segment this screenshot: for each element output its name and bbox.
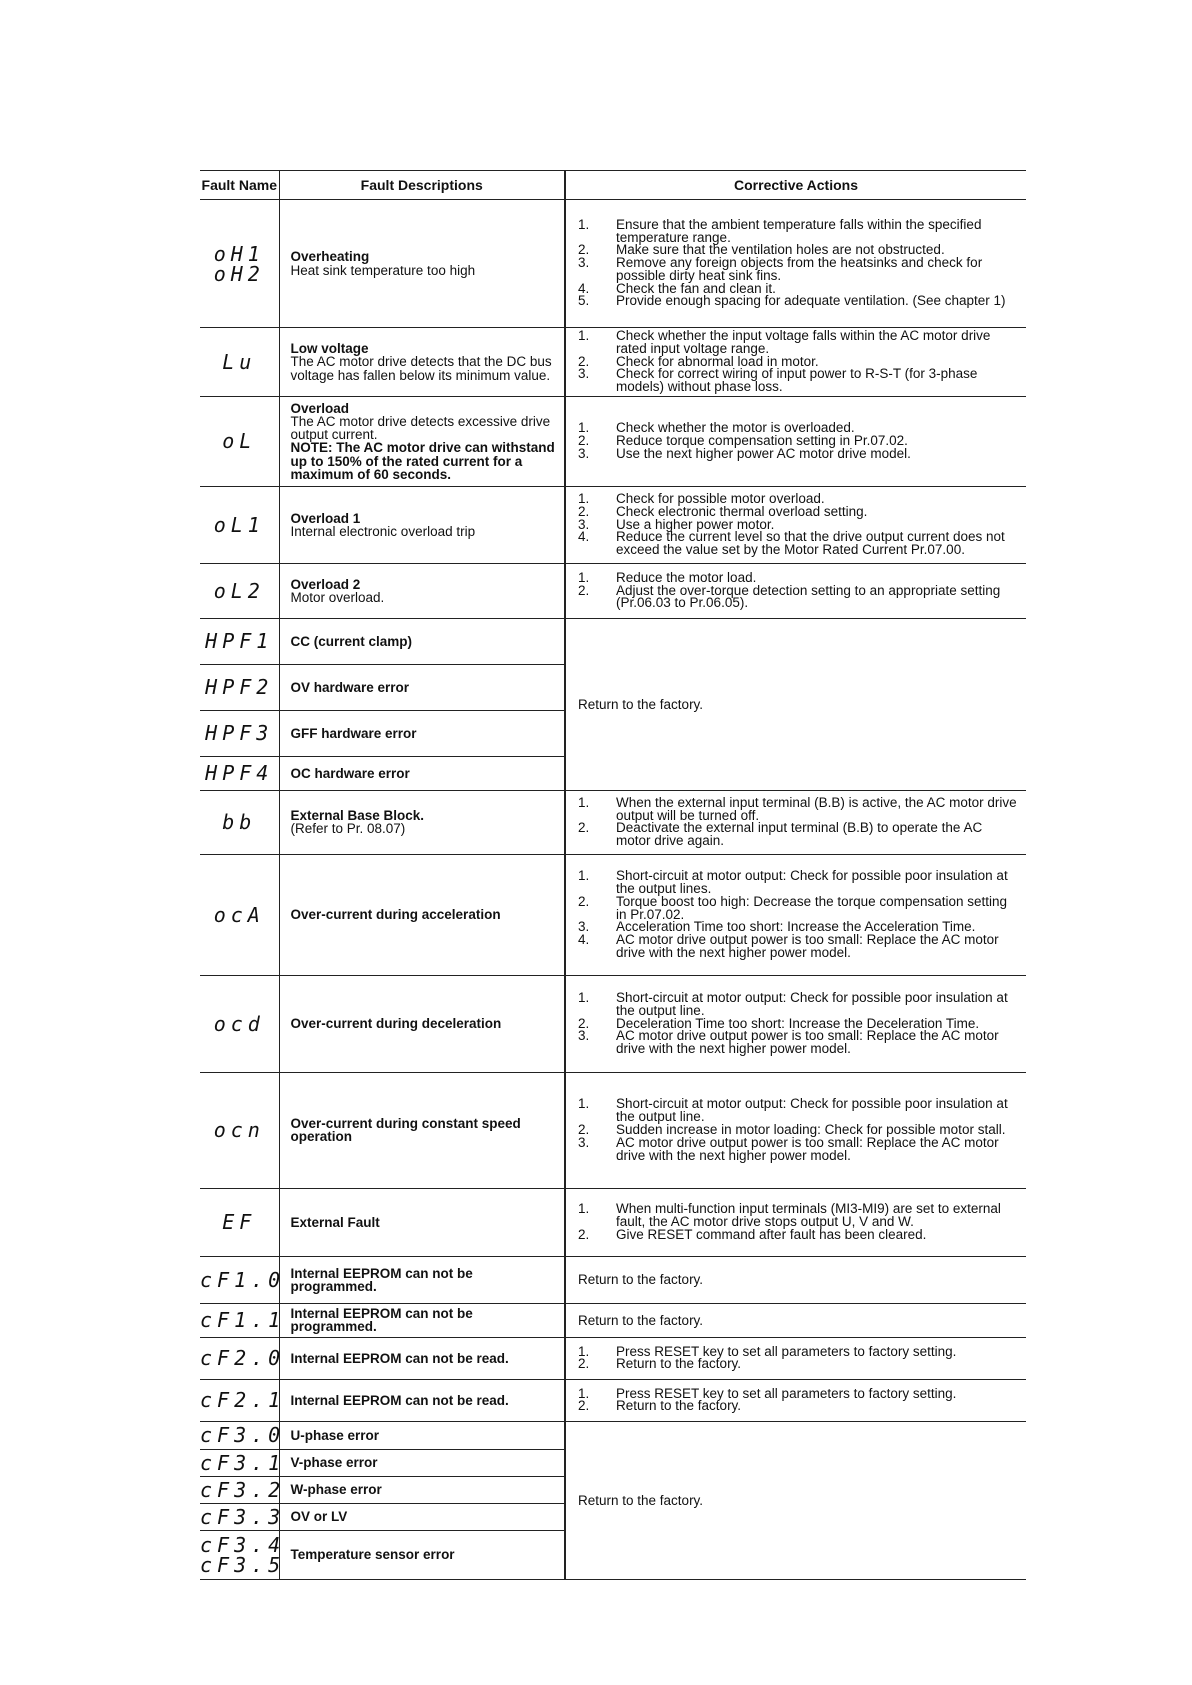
corrective-actions xyxy=(565,1303,1026,1337)
action-number: 3. xyxy=(578,1028,590,1044)
table-row xyxy=(200,1421,1026,1449)
fault-description xyxy=(279,664,565,710)
action-item xyxy=(578,1400,1018,1413)
action-text: Remove any foreign objects from the heatsinks and check for possible dirty heat sink fins. xyxy=(616,255,983,283)
fault-description xyxy=(279,1503,565,1530)
fault-code-text: oH2 xyxy=(213,261,265,286)
fault-title: OV hardware error xyxy=(290,679,410,695)
action-number: 3. xyxy=(578,516,590,532)
fault-code xyxy=(200,664,279,710)
fault-description xyxy=(279,1337,565,1379)
fault-code xyxy=(200,1421,286,1449)
fault-title: OV or LV xyxy=(290,1509,348,1525)
fault-description xyxy=(279,756,565,790)
fault-description xyxy=(279,396,565,486)
action-number: 1. xyxy=(578,490,590,506)
fault-title: Internal EEPROM can not be read. xyxy=(290,1350,509,1366)
action-text: Reduce the current level so that the drive output current does not exceed the value set by the Motor Rated Current Pr.07.00. xyxy=(616,529,1005,558)
action-text: Torque boost too high: Decrease the torque compensation setting in Pr.07.02. xyxy=(616,893,1007,922)
action-number: 2. xyxy=(578,820,590,836)
action-text: Return to the factory. xyxy=(578,1492,704,1508)
fault-code xyxy=(200,563,279,618)
fault-code-text: Lu xyxy=(222,349,257,374)
action-text: Ensure that the ambient temperature falls within the specified temperature range. xyxy=(616,216,982,245)
fault-code xyxy=(200,486,279,563)
fault-code xyxy=(200,1188,279,1256)
action-number: 2. xyxy=(578,582,590,598)
fault-code xyxy=(200,328,279,397)
action-item xyxy=(578,1030,1018,1056)
fault-code xyxy=(200,1449,286,1476)
action-text: Reduce torque compensation setting in Pr.07.02. xyxy=(616,433,908,449)
corrective-actions xyxy=(565,975,1026,1072)
fault-code xyxy=(200,756,279,790)
table-row xyxy=(200,1303,1026,1337)
fault-description xyxy=(279,1379,565,1421)
header-fault-name: Fault Name xyxy=(200,171,279,200)
action-item xyxy=(578,216,1018,245)
action-list xyxy=(566,868,1026,962)
action-text: Give RESET command after fault has been cleared. xyxy=(616,1226,927,1242)
fault-body: The AC motor drive detects excessive drive output current. xyxy=(290,414,551,443)
corrective-actions xyxy=(565,618,1026,790)
action-list xyxy=(566,795,1026,850)
action-text: Return to the factory. xyxy=(578,1312,704,1328)
fault-title: Overload xyxy=(290,400,350,416)
action-text: Deactivate the external input terminal (B.B) to operate the AC motor drive again. xyxy=(616,820,983,849)
fault-description xyxy=(279,328,565,397)
corrective-actions xyxy=(565,563,1026,618)
action-text: Return to the factory. xyxy=(578,1272,704,1288)
fault-code-text: cF1.1 xyxy=(200,1308,286,1333)
fault-code xyxy=(200,975,279,1072)
fault-title: OC hardware error xyxy=(290,765,410,781)
fault-code-text: HPF3 xyxy=(205,721,274,746)
corrective-actions xyxy=(565,1337,1026,1379)
fault-code-text: oL2 xyxy=(213,578,265,603)
action-list xyxy=(566,990,1026,1058)
table-row xyxy=(200,1188,1026,1256)
header-corrective-actions: Corrective Actions xyxy=(565,171,1026,200)
fault-code xyxy=(200,1503,286,1530)
fault-code-text: bb xyxy=(222,810,257,835)
action-text: Use a higher power motor. xyxy=(616,516,775,532)
action-number: 1. xyxy=(578,569,590,585)
fault-title: Internal EEPROM can not be programmed. xyxy=(290,1265,473,1294)
fault-description xyxy=(279,854,565,975)
action-number: 2. xyxy=(578,242,590,258)
action-number: 1. xyxy=(578,868,590,884)
fault-code xyxy=(200,1072,279,1188)
fault-description xyxy=(279,1530,565,1579)
fault-code xyxy=(200,1476,286,1503)
action-text: AC motor drive output power is too small: Replace the AC motor drive with the next higher power model. xyxy=(616,932,999,960)
action-number: 1. xyxy=(578,420,590,436)
fault-body: The AC motor drive detects that the DC bus voltage has fallen below its minimum value. xyxy=(290,354,552,383)
fault-code xyxy=(200,200,279,328)
corrective-actions xyxy=(565,1421,1026,1579)
table-row xyxy=(200,1337,1026,1379)
action-item xyxy=(578,1098,1018,1124)
action-text: AC motor drive output power is too small: Replace the AC motor drive with the next higher power model. xyxy=(616,1134,999,1163)
fault-description xyxy=(279,1303,565,1337)
action-item xyxy=(578,870,1018,896)
fault-description xyxy=(279,1072,565,1188)
action-text: When the external input terminal (B.B) is active, the AC motor drive output will be turned off. xyxy=(616,794,1017,823)
fault-description xyxy=(279,710,565,756)
fault-body: Internal electronic overload trip xyxy=(290,523,476,539)
action-text: Check whether the motor is overloaded. xyxy=(616,420,855,436)
action-number: 5. xyxy=(578,293,590,309)
action-text: Adjust the over-torque detection setting to an appropriate setting (Pr.06.03 to Pr.06.05). xyxy=(616,582,1001,611)
corrective-actions xyxy=(565,1379,1026,1421)
fault-description xyxy=(279,975,565,1072)
action-text: Check whether the input voltage falls within the AC motor drive rated input voltage range. xyxy=(616,328,991,356)
fault-code-text: cF2.1 xyxy=(200,1388,286,1413)
fault-description xyxy=(279,790,565,854)
action-item xyxy=(578,989,1018,1018)
fault-description xyxy=(279,1421,565,1449)
action-item xyxy=(578,1134,1018,1163)
fault-title: U-phase error xyxy=(290,1427,380,1443)
table-row xyxy=(200,854,1026,975)
action-item xyxy=(578,1203,1018,1229)
action-item xyxy=(578,934,1018,960)
fault-description xyxy=(279,618,565,664)
fault-code-text: cF3.1 xyxy=(200,1450,286,1475)
action-text: Short-circuit at motor output: Check for possible poor insulation at the output line. xyxy=(616,989,1008,1018)
table-row xyxy=(200,563,1026,618)
action-number: 1. xyxy=(578,1201,590,1217)
action-number: 2. xyxy=(578,503,590,519)
corrective-actions xyxy=(565,854,1026,975)
action-number: 2. xyxy=(578,1226,590,1242)
fault-title: Overload 2 xyxy=(290,576,361,592)
action-text: Check electronic thermal overload setting. xyxy=(616,503,868,519)
action-item xyxy=(578,368,1018,394)
action-number: 2. xyxy=(578,1398,590,1414)
fault-code-text: HPF1 xyxy=(205,629,274,654)
fault-body: (Refer to Pr. 08.07) xyxy=(290,821,406,837)
fault-description xyxy=(279,486,565,563)
action-number: 3. xyxy=(578,1134,590,1150)
fault-code-text: cF3.3 xyxy=(200,1504,286,1529)
fault-title: Low voltage xyxy=(290,341,369,357)
action-item xyxy=(578,445,1018,461)
action-text: Return to the factory. xyxy=(616,1398,742,1414)
fault-code xyxy=(200,1530,286,1579)
fault-code xyxy=(200,396,279,486)
corrective-actions xyxy=(565,396,1026,486)
action-list xyxy=(566,491,1026,559)
fault-code-text: HPF2 xyxy=(205,675,274,700)
action-item xyxy=(578,1358,1018,1371)
fault-code-text: cF1.0 xyxy=(200,1267,286,1292)
action-item xyxy=(578,531,1018,557)
action-text: Deceleration Time too short: Increase the Deceleration Time. xyxy=(616,1015,980,1031)
action-list xyxy=(566,217,1026,311)
action-text: Provide enough spacing for adequate ventilation. (See chapter 1) xyxy=(616,293,1006,309)
fault-body: Motor overload. xyxy=(290,589,385,605)
fault-title: Overload 1 xyxy=(290,510,361,526)
table-row xyxy=(200,396,1026,486)
action-number: 1. xyxy=(578,1385,590,1401)
action-item xyxy=(578,794,1018,823)
table-row xyxy=(200,975,1026,1072)
fault-title: Over-current during deceleration xyxy=(290,1016,502,1032)
fault-code xyxy=(200,790,279,854)
action-number: 2. xyxy=(578,433,590,449)
fault-code xyxy=(200,1379,286,1421)
fault-code-text: EF xyxy=(222,1210,257,1235)
action-text: Return to the factory. xyxy=(578,696,704,712)
fault-code xyxy=(200,1303,286,1337)
table-row xyxy=(200,1379,1026,1421)
fault-title: GFF hardware error xyxy=(290,725,417,741)
action-number: 1. xyxy=(578,989,590,1005)
action-text: Check for possible motor overload. xyxy=(616,490,825,506)
corrective-actions xyxy=(565,1072,1026,1188)
action-number: 2. xyxy=(578,353,590,369)
corrective-actions xyxy=(565,790,1026,854)
fault-title: Temperature sensor error xyxy=(290,1547,455,1563)
fault-description xyxy=(279,563,565,618)
fault-code-text: oL xyxy=(222,429,257,454)
fault-description xyxy=(279,1188,565,1256)
action-list xyxy=(566,420,1026,462)
table-row xyxy=(200,486,1026,563)
action-item xyxy=(578,582,1018,611)
action-text: Press RESET key to set all parameters to factory setting. xyxy=(616,1343,957,1359)
fault-title: Over-current during constant speed operation xyxy=(290,1116,521,1145)
fault-code xyxy=(200,1337,286,1379)
action-number: 3. xyxy=(578,255,590,271)
action-number: 4. xyxy=(578,932,590,948)
action-text: Check for abnormal load in motor. xyxy=(616,353,819,369)
action-text: Reduce the motor load. xyxy=(616,569,757,585)
action-item xyxy=(578,295,1018,308)
action-list xyxy=(566,1201,1026,1243)
action-text: Check for correct wiring of input power to R-S-T (for 3-phase models) without phase loss. xyxy=(616,366,978,395)
fault-code xyxy=(200,710,279,756)
corrective-actions xyxy=(565,1256,1026,1303)
table-row xyxy=(200,328,1026,397)
fault-title: Internal EEPROM can not be programmed. xyxy=(290,1306,473,1335)
action-list xyxy=(566,1096,1026,1164)
table-row xyxy=(200,1072,1026,1188)
header-row xyxy=(200,171,1026,200)
fault-code-text: cF3.5 xyxy=(200,1552,286,1577)
action-text: Use the next higher power AC motor drive model. xyxy=(616,445,911,461)
action-number: 1. xyxy=(578,1096,590,1112)
action-list xyxy=(566,1344,1026,1374)
action-number: 1. xyxy=(578,216,590,232)
action-number: 2. xyxy=(578,1122,590,1138)
table-row xyxy=(200,200,1026,328)
corrective-actions xyxy=(565,328,1026,397)
fault-title: V-phase error xyxy=(290,1455,378,1471)
fault-code-text: cF3.2 xyxy=(200,1477,286,1502)
action-item xyxy=(578,893,1018,922)
action-list xyxy=(566,1386,1026,1416)
fault-title: CC (current clamp) xyxy=(290,633,413,649)
fault-description xyxy=(279,1449,565,1476)
fault-description xyxy=(279,1256,565,1303)
fault-description xyxy=(279,1476,565,1503)
action-number: 1. xyxy=(578,1343,590,1359)
fault-description xyxy=(279,200,565,328)
action-number: 3. xyxy=(578,445,590,461)
fault-title: External Fault xyxy=(290,1214,380,1230)
action-number: 4. xyxy=(578,280,590,296)
fault-title: External Base Block. xyxy=(290,808,425,824)
action-item xyxy=(578,822,1018,848)
fault-code-text: ocd xyxy=(213,1011,265,1036)
action-number: 3. xyxy=(578,366,590,382)
action-number: 3. xyxy=(578,919,590,935)
action-item xyxy=(578,330,1018,356)
table-row xyxy=(200,1256,1026,1303)
action-text: Press RESET key to set all parameters to factory setting. xyxy=(616,1385,957,1401)
fault-table xyxy=(200,170,1026,1580)
fault-code-text: HPF4 xyxy=(205,761,274,786)
fault-title: W-phase error xyxy=(290,1482,382,1498)
action-number: 1. xyxy=(578,328,590,343)
action-number: 2. xyxy=(578,893,590,909)
action-number: 2. xyxy=(578,1356,590,1372)
fault-code-text: oH1 xyxy=(213,241,265,266)
action-list xyxy=(566,570,1026,612)
action-text: Short-circuit at motor output: Check for possible poor insulation at the output line. xyxy=(616,1096,1008,1125)
table-row xyxy=(200,790,1026,854)
corrective-actions xyxy=(565,200,1026,328)
fault-code xyxy=(200,854,279,975)
fault-code-text: ocn xyxy=(213,1118,265,1143)
fault-code-text: cF2.0 xyxy=(200,1346,286,1371)
action-text: Short-circuit at motor output: Check for possible poor insulation at the output lines. xyxy=(616,868,1008,896)
corrective-actions xyxy=(565,486,1026,563)
action-text: Return to the factory. xyxy=(616,1356,742,1372)
fault-code xyxy=(200,618,279,664)
action-text: Make sure that the ventilation holes are not obstructed. xyxy=(616,242,945,258)
fault-title: Over-current during acceleration xyxy=(290,907,501,923)
action-item xyxy=(578,1226,1018,1242)
fault-title: Overheating xyxy=(290,249,370,265)
table-row xyxy=(200,618,1026,664)
fault-code xyxy=(200,1256,286,1303)
header-fault-descriptions: Fault Descriptions xyxy=(279,171,565,200)
fault-title: Internal EEPROM can not be read. xyxy=(290,1392,509,1408)
fault-code-text: cF3.0 xyxy=(200,1423,286,1448)
fault-note: NOTE: The AC motor drive can withstand up to 150% of the rated current for a maximum of 60 seconds. xyxy=(290,440,555,482)
action-text: Check the fan and clean it. xyxy=(616,280,776,296)
action-item xyxy=(578,257,1018,283)
action-list xyxy=(566,328,1026,396)
action-text: AC motor drive output power is too small: Replace the AC motor drive with the next higher power model. xyxy=(616,1028,999,1057)
action-text: Acceleration Time too short: Increase the Acceleration Time. xyxy=(616,919,976,935)
action-number: 1. xyxy=(578,794,590,810)
action-number: 2. xyxy=(578,1015,590,1031)
fault-code-text: oL1 xyxy=(213,512,265,537)
fault-body: Heat sink temperature too high xyxy=(290,262,476,278)
action-text: When multi-function input terminals (MI3-MI9) are set to external fault, the AC motor drive stops output U, V and W. xyxy=(616,1201,1001,1230)
fault-code-text: cF3.4 xyxy=(200,1532,286,1557)
corrective-actions xyxy=(565,1188,1026,1256)
action-number: 4. xyxy=(578,529,590,545)
action-text: Sudden increase in motor loading: Check for possible motor stall. xyxy=(616,1122,1006,1138)
fault-code-text: ocA xyxy=(213,902,265,927)
